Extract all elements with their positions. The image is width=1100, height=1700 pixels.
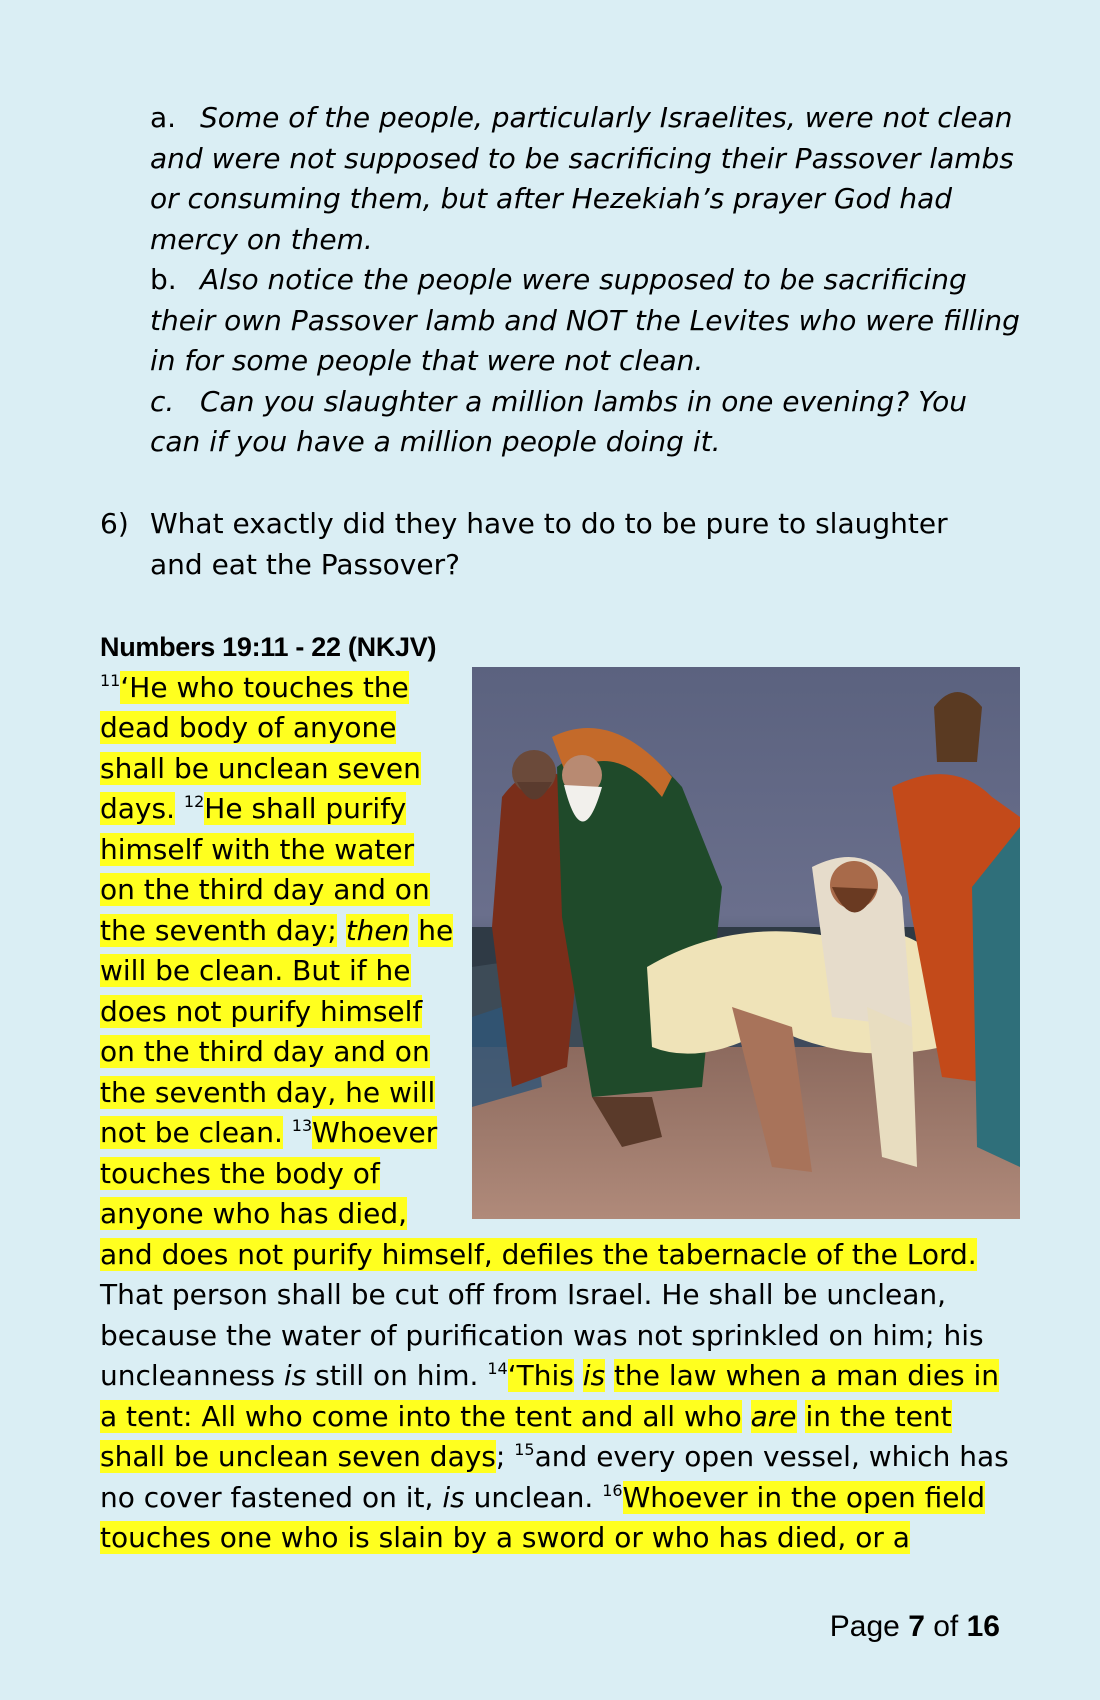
scripture-passage (100, 627, 1020, 1559)
verse-14-text-a: ‘This (507, 1359, 574, 1392)
verse-13-text-b: That person shall be cut off from Israel. He shall be unclean, because the water of purification was not sprinkled on him; his uncleanness (100, 1278, 984, 1392)
list-item-text: Also notice the people were supposed to be sacrificing their own Passover lamb and NOT the Levites who were filling in for some people that were not clean. (150, 263, 1020, 377)
verse-16-text: Whoever in the open field touches one who is slain by a sword or who has died, or a (100, 1480, 986, 1554)
list-marker: b. (150, 263, 177, 296)
verse-number-16: 16 (602, 1480, 623, 1500)
question-6 (100, 504, 1000, 585)
verse-15-text-a: and every open vessel, which has no cover fastened on it, (100, 1440, 1009, 1514)
lettered-list (150, 98, 1020, 463)
verse-number-13: 13 (291, 1116, 313, 1135)
list-item-text: Some of the people, particularly Israelites, were not clean and were not supposed to be sacrificing their Passover lambs or consuming them, but after Hezekiah’s prayer God had mercy on them. (150, 101, 1014, 256)
list-item-text: Can you slaughter a million lambs in one evening? You can if you have a million people doing it. (150, 384, 967, 458)
page-of-label: of (933, 1610, 959, 1643)
verse-13-text-a: Whoever touches the body of anyone who has died, and does not purify himself, defiles the tabernacle of the Lord. (100, 1116, 977, 1271)
verse-11-text: ‘He who touches the dead body of anyone shall be unclean seven days. (100, 670, 421, 825)
list-item-b (150, 260, 1020, 382)
page-number (830, 1610, 1000, 1644)
verse-number-12: 12 (183, 792, 205, 811)
list-item-a (150, 98, 1020, 260)
list-marker: a. (150, 101, 177, 134)
verse-number-11: 11 (100, 670, 121, 690)
verse-14-text-c: in the tent shall be unclean seven days (100, 1399, 952, 1473)
verse-14-text-b: the law when a man dies in a tent: All who come into the tent and all who (100, 1359, 1000, 1433)
verse-14-emphasis-is: is (582, 1359, 606, 1392)
verse-15-text-b: unclean. (473, 1480, 594, 1514)
passage-reference: Numbers 19:11 - 22 (NKJV) (100, 632, 437, 662)
verse-12-text-a: He shall purify himself with the water on the third day and on the seventh day; (100, 792, 430, 947)
painting-burial-illustration (472, 667, 1020, 1219)
verse-15-emphasis: is (442, 1480, 465, 1514)
list-marker: c. (150, 384, 175, 418)
question-number: 6) (100, 507, 129, 540)
verse-13-emphasis: is (283, 1359, 307, 1392)
page-label: Page (829, 1610, 900, 1643)
current-page: 7 (908, 1610, 925, 1643)
verse-12-text-b: he will be clean. But if he does not purify himself on the third day and on the seventh day, he will not be clean. (100, 913, 454, 1149)
total-pages: 16 (966, 1610, 1000, 1643)
painting-image (472, 667, 1020, 1219)
verse-number-15: 15 (514, 1440, 535, 1459)
verse-number-14: 14 (487, 1359, 508, 1378)
verse-13-text-c: still on him. (315, 1359, 479, 1392)
question-text: What exactly did they have to do to be pure to slaughter and eat the Passover? (150, 507, 948, 581)
list-item-c (150, 382, 1020, 463)
verse-14-end: ; (495, 1440, 506, 1473)
verse-12-emphasis: then (345, 913, 410, 947)
verse-14-emphasis-are: are (750, 1399, 797, 1433)
